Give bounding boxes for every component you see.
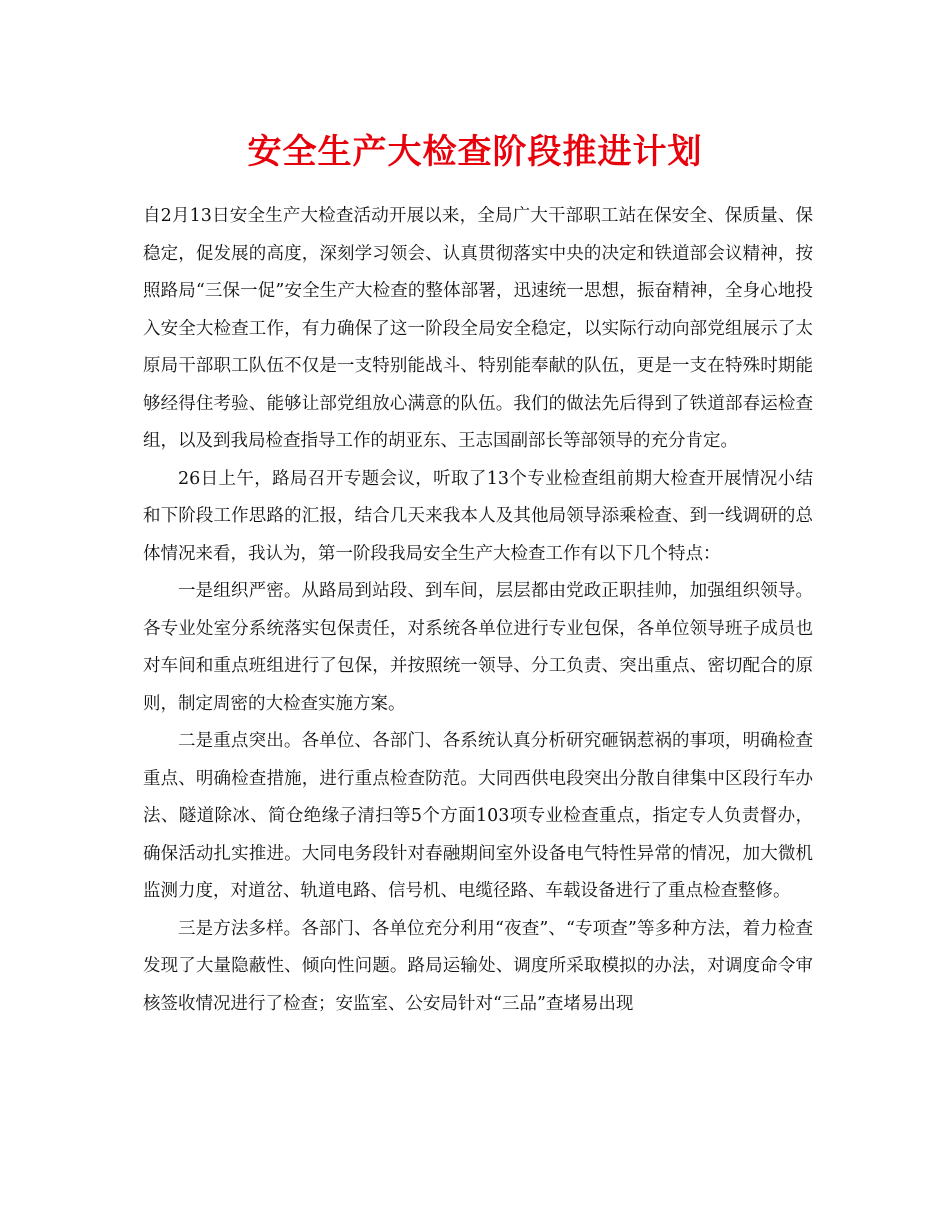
paragraph-point-one: 一是组织严密。从路局到站段、到车间，层层都由党政正职挂帅，加强组织领导。各专业处室分系统落实包保责任，对系统各单位进行专业包保，各单位领导班子成员也对车间和重点班组进行了包保，并按照统一领导、分工负责、突出重点、密切配合的原则，制定周密的大检查实施方案。 [143, 581, 813, 714]
paragraph-point-two: 二是重点突出。各单位、各部门、各系统认真分析研究砸锅惹祸的事项，明确检查重点、明确检查措施，进行重点检查防范。大同西供电段突出分散自律集中区段行车办法、隧道除冰、简仓绝缘子清扫等5个方面103项专业检查重点，指定专人负责督办，确保活动扎实推进。大同电务段针对春融期间室外设备电气特性异常的情况，加大微机监测力度，对道岔、轨道电路、信号机、电缆径路、车载设备进行了重点检查整修。 [143, 731, 813, 901]
paragraph-intro: 自2月13日安全生产大检查活动开展以来，全局广大干部职工站在保安全、保质量、保稳定，促发展的高度，深刻学习领会、认真贯彻落实中央的决定和铁道部会议精神，按照路局“三保一促”安全生产大检查的整体部署，迅速统一思想，振奋精神，全身心地投入安全大检查工作，有力确保了这一阶段全局安全稳定，以实际行动向部党组展示了太原局干部职工队伍不仅是一支特别能战斗、特别能奉献的队伍，更是一支在特殊时期能够经得住考验、能够让部党组放心满意的队伍。我们的做法先后得到了铁道部春运检查组，以及到我局检查指导工作的胡亚东、王志国副部长等部领导的充分肯定。 [143, 206, 813, 451]
document-title: 安全生产大检查阶段推进计划 [247, 132, 703, 172]
document-body [143, 198, 813, 1023]
paragraph-point-three: 三是方法多样。各部门、各单位充分利用“夜查”、“专项查”等多种方法，着力检查发现了大量隐蔽性、倾向性问题。路局运输处、调度所采取模拟的办法，对调度命令审核签收情况进行了检查；安监室、公安局针对“三品”查堵易出现 [143, 918, 813, 1014]
paragraph-meeting: 26日上午，路局召开专题会议，听取了13个专业检查组前期大检查开展情况小结和下阶段工作思路的汇报，结合几天来我本人及其他局领导添乘检查、到一线调研的总体情况来看，我认为，第一阶段我局安全生产大检查工作有以下几个特点： [143, 468, 813, 564]
